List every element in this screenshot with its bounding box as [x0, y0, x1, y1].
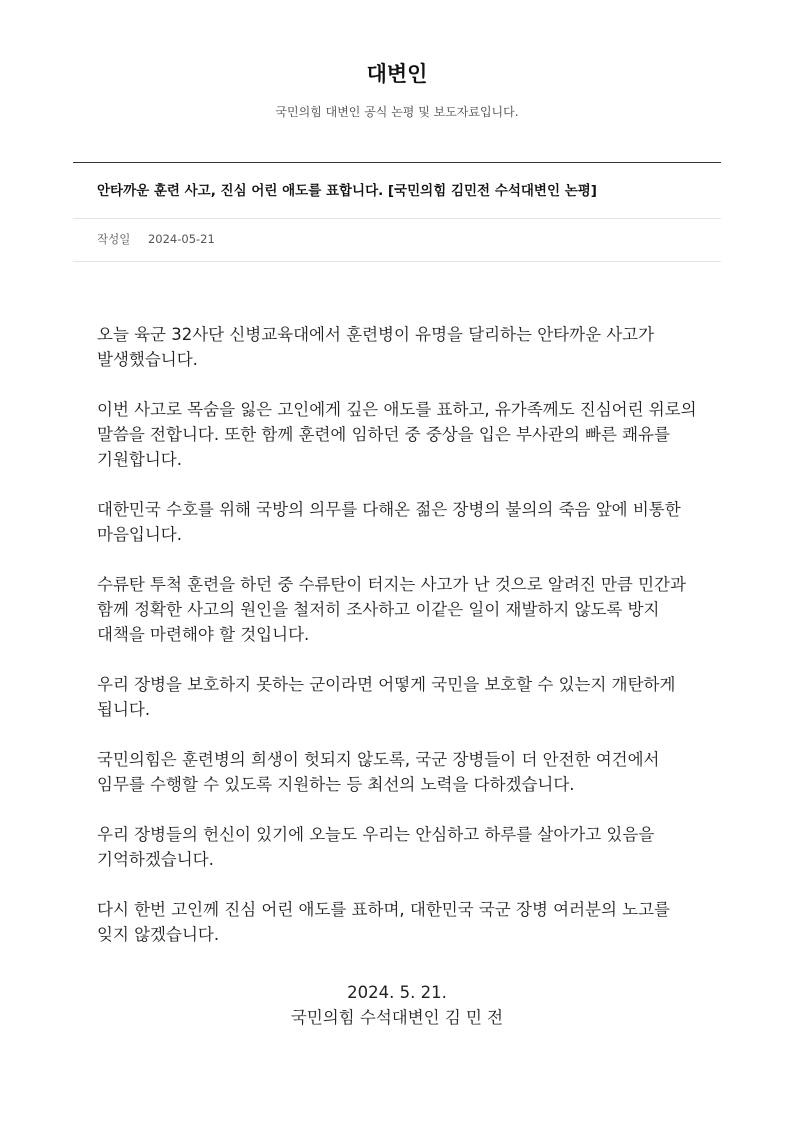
- body-paragraph: 이번 사고로 목숨을 잃은 고인에게 깊은 애도를 표하고, 유가족께도 진심어린 위로의 말씀을 전합니다. 또한 함께 훈련에 임하던 중 중상을 입은 부사관의 빠른 쾌유를 기원합니다.: [97, 400, 697, 469]
- post-title: 안타까운 훈련 사고, 진심 어린 애도를 표합니다. [국민의힘 김민전 수석대변인 논평]: [97, 183, 597, 199]
- signature-name: 국민의힘 수석대변인 김 민 전: [290, 1008, 504, 1027]
- signature-date: 2024. 5. 21.: [347, 983, 447, 1002]
- page-subtitle: 국민의힘 대변인 공식 논평 및 보도자료입니다.: [275, 105, 519, 119]
- body-paragraph: 오늘 육군 32사단 신병교육대에서 훈련병이 유명을 달리하는 안타까운 사고가 발생했습니다.: [97, 325, 655, 369]
- body-paragraph: 대한민국 수호를 위해 국방의 의무를 다해온 젊은 장병의 불의의 죽음 앞에 비통한 마음입니다.: [97, 500, 681, 544]
- article-body: [97, 322, 701, 972]
- header-divider: [73, 162, 721, 163]
- title-divider: [73, 218, 721, 219]
- body-paragraph: 다시 한번 고인께 진심 어린 애도를 표하며, 대한민국 국군 장병 여러분의 노고를 잊지 않겠습니다.: [97, 900, 670, 944]
- post-meta: [97, 230, 215, 248]
- meta-divider: [73, 261, 721, 262]
- body-paragraph: 우리 장병을 보호하지 못하는 군이라면 어떻게 국민을 보호할 수 있는지 개탄하게 됩니다.: [97, 675, 676, 719]
- body-paragraph: 국민의힘은 훈련병의 희생이 헛되지 않도록, 국군 장병들이 더 안전한 여건에서 임무를 수행할 수 있도록 지원하는 등 최선의 노력을 다하겠습니다.: [97, 750, 660, 794]
- post-date: 2024-05-21: [147, 232, 215, 246]
- page-header: [0, 58, 794, 121]
- date-label: 작성일: [97, 232, 131, 246]
- body-paragraph: 수류탄 투척 훈련을 하던 중 수류탄이 터지는 사고가 난 것으로 알려진 만큼 민간과 함께 정확한 사고의 원인을 철저히 조사하고 이같은 일이 재발하지 않도록 방지 대책을 마련해야 할 것입니다.: [97, 575, 686, 644]
- page-title: 대변인: [366, 62, 428, 86]
- body-paragraph: 우리 장병들의 헌신이 있기에 오늘도 우리는 안심하고 하루를 살아가고 있음을 기억하겠습니다.: [97, 825, 655, 869]
- signature-block: [0, 980, 794, 1030]
